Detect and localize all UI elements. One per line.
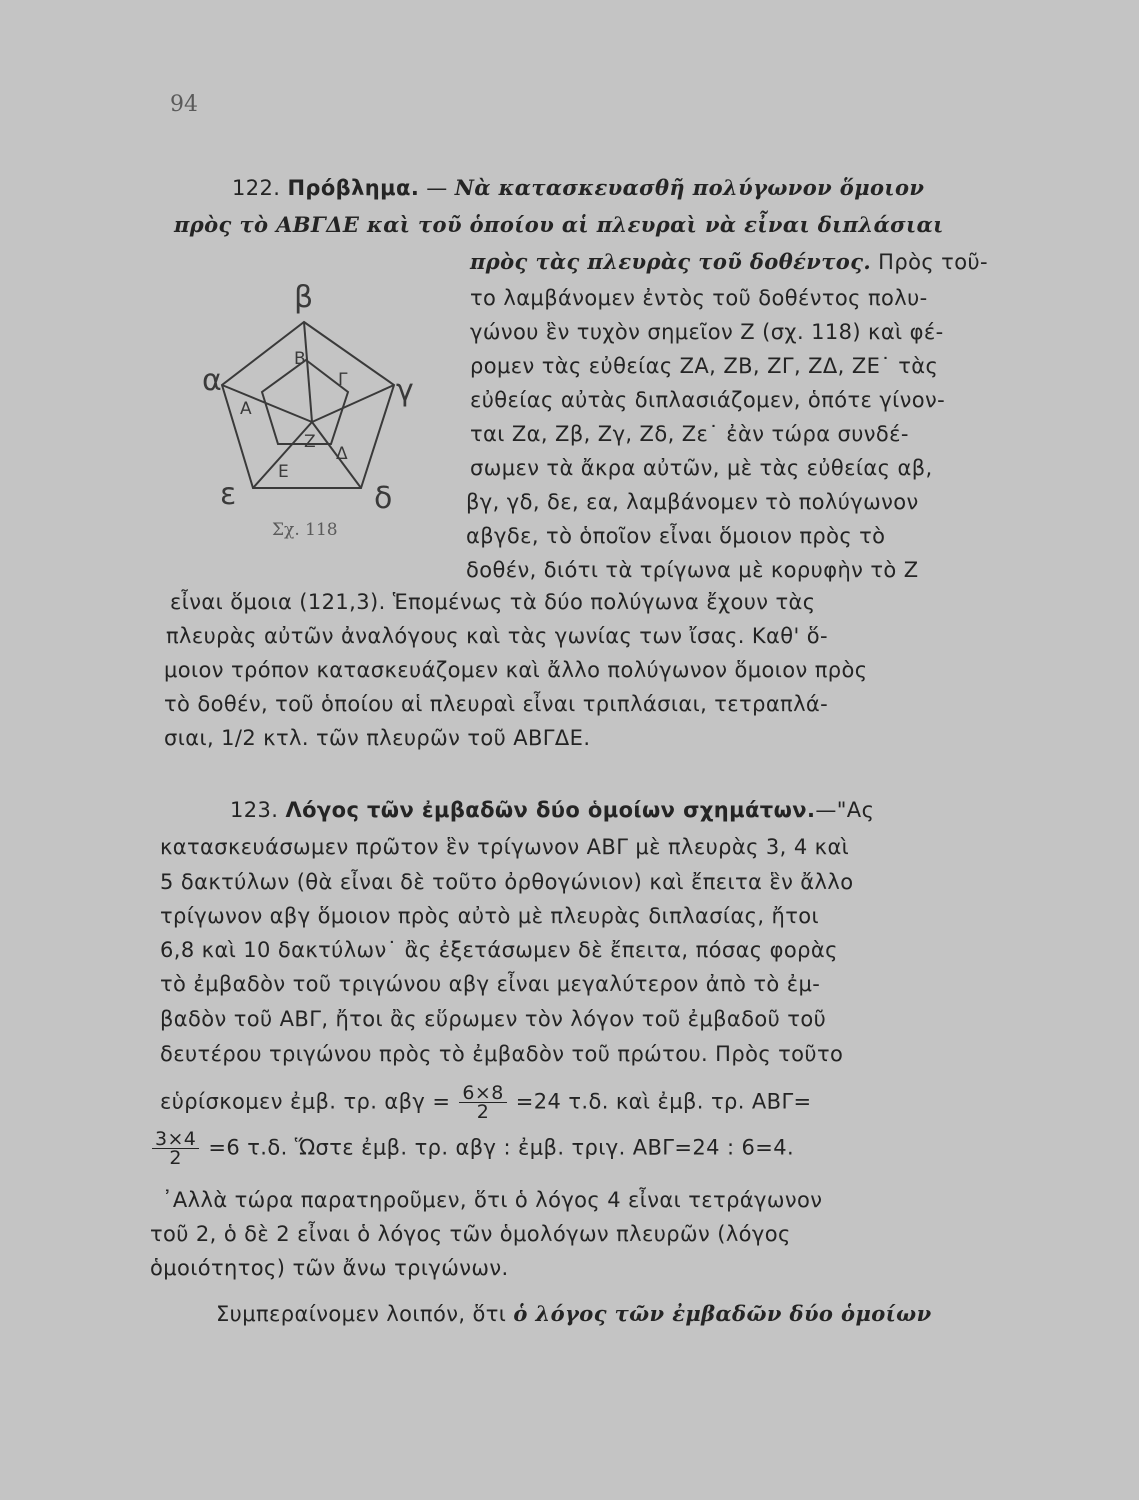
text-span: —"Ας — [815, 798, 875, 822]
text-span: Συμπεραίνομεν λοιπόν, ὅτι — [216, 1302, 514, 1326]
section-title: Λόγος τῶν ἐμβαδῶν δύο ὁμοίων σχημάτων. — [285, 798, 816, 822]
formula-line — [160, 1084, 812, 1121]
section-number: 122. — [232, 176, 288, 200]
text-line: εὐθείας αὐτὰς διπλασιάζομεν, ὁπότε γίνον- — [470, 388, 946, 412]
text-line: βαδὸν τοῦ ΑΒΓ, ἤτοι ἂς εὕρωμεν τὸν λόγον τοῦ ἐμβαδοῦ τοῦ — [160, 1007, 827, 1031]
section-title: Πρόβλημα. — [287, 176, 420, 200]
text-span: =24 τ.δ. καὶ ἐμβ. τρ. ΑΒΓ= — [515, 1089, 812, 1114]
text-span: Πρὸς τοῦ- — [871, 250, 988, 274]
label-inner-a: Α — [240, 399, 252, 419]
label-inner-e: Ε — [278, 462, 289, 482]
text-line: τοῦ 2, ὁ δὲ 2 εἶναι ὁ λόγος τῶν ὁμολόγων πλευρῶν (λόγος — [150, 1222, 791, 1246]
label-outer-d: δ — [374, 481, 393, 516]
section-number: 123. — [230, 798, 286, 822]
ray-g — [312, 385, 394, 422]
figure-118 — [202, 280, 418, 516]
text-line: σωμεν τὰ ἄκρα αὐτῶν, μὲ τὰς εὐθείας αβ, — [470, 456, 933, 480]
label-inner-b: Β — [294, 349, 306, 369]
text-line — [470, 248, 988, 276]
text-line: ᾿Αλλὰ τώρα παρατηροῦμεν, ὅτι ὁ λόγος 4 εἶναι τετράγωνον — [162, 1188, 823, 1212]
label-center-z: Ζ — [304, 432, 316, 452]
dash: — — [419, 176, 455, 200]
text-line: μοιον τρόπον κατασκευάζομεν καὶ ἄλλο πολύγωνον ὅμοιον πρὸς — [164, 658, 868, 682]
label-outer-a: α — [202, 363, 222, 398]
fraction-numerator: 6×8 — [459, 1084, 506, 1103]
text-span: εὑρίσκομεν ἐμβ. τρ. αβγ = — [160, 1089, 451, 1114]
figure-caption: Σχ. 118 — [272, 520, 338, 540]
text-line: το λαμβάνομεν ἐντὸς τοῦ δοθέντος πολυ- — [470, 286, 928, 310]
text-line: ρομεν τὰς εὐθείας ΖΑ, ΖΒ, ΖΓ, ΖΔ, ΖΕ˙ τὰς — [470, 354, 939, 378]
fraction-numerator: 3×4 — [152, 1130, 199, 1149]
text-line: αβγδε, τὸ ὁποῖον εἶναι ὅμοιον πρὸς τὸ — [466, 524, 886, 548]
text-line: γώνου ἓν τυχὸν σημεῖον Ζ (σχ. 118) καὶ φέ- — [470, 320, 944, 344]
fraction-3x4-over-2 — [152, 1130, 199, 1167]
ray-b — [304, 322, 312, 422]
text-line: 5 δακτύλων (θὰ εἶναι δὲ τοῦτο ὀρθογώνιον) καὶ ἔπειτα ἓν ἄλλο — [160, 870, 854, 894]
fraction-denominator: 2 — [476, 1101, 490, 1123]
label-outer-g: γ — [396, 373, 414, 408]
text-line: πρὸς τὸ ΑΒΓΔΕ καὶ τοῦ ὁποίου αἱ πλευραὶ νὰ εἶναι διπλάσιαι — [174, 212, 944, 237]
text-line: δευτέρου τριγώνου πρὸς τὸ ἐμβαδὸν τοῦ πρώτου. Πρὸς τοῦτο — [160, 1042, 844, 1066]
section-123-heading — [230, 796, 874, 824]
label-outer-e: ε — [220, 477, 237, 512]
ray-a — [222, 385, 312, 422]
label-inner-g: Γ — [338, 370, 348, 390]
text-line: ται Ζα, Ζβ, Ζγ, Ζδ, Ζε˙ ἐὰν τώρα συνδέ- — [470, 422, 909, 446]
label-inner-d: Δ — [336, 444, 348, 464]
text-line: βγ, γδ, δε, εα, λαμβάνομεν τὸ πολύγωνον — [466, 490, 919, 514]
emphasized-text: ὁ λόγος τῶν ἐμβαδῶν δύο ὁμοίων — [513, 1301, 932, 1326]
fraction-6x8-over-2 — [459, 1084, 506, 1121]
text-line: κατασκευάσωμεν πρῶτον ἓν τρίγωνον ΑΒΓ μὲ πλευρὰς 3, 4 καὶ — [160, 835, 850, 859]
label-outer-b: β — [294, 280, 314, 315]
fraction-denominator: 2 — [169, 1147, 182, 1169]
text-line: δοθέν, διότι τὰ τρίγωνα μὲ κορυφὴν τὸ Ζ — [466, 558, 919, 582]
text-line: τὸ δοθέν, τοῦ ὁποίου αἱ πλευραὶ εἶναι τριπλάσιαι, τετραπλά- — [164, 692, 829, 716]
text-line: πλευρὰς αὐτῶν ἀναλόγους καὶ τὰς γωνίας των ἴσας. Καθ' ὅ- — [166, 624, 828, 648]
text-line: εἶναι ὅμοια (121,3). Ἑπομένως τὰ δύο πολύγωνα ἔχουν τὰς — [170, 590, 816, 614]
text-span: =6 τ.δ. Ὥστε ἐμβ. τρ. αβγ : ἐμβ. τριγ. ΑΒΓ=24 : 6=4. — [208, 1135, 795, 1160]
formula-line — [150, 1130, 794, 1167]
pentagon-diagram — [202, 280, 418, 516]
problem-122-heading — [232, 174, 924, 202]
text-line: τὸ ἐμβαδὸν τοῦ τριγώνου αβγ εἶναι μεγαλύτερον ἀπὸ τὸ ἐμ- — [160, 972, 821, 996]
text-line: ὁμοιότητος) τῶν ἄνω τριγώνων. — [150, 1256, 509, 1280]
text-line — [216, 1300, 932, 1328]
problem-statement: Νὰ κατασκευασθῆ πολύγωνον ὅμοιον — [454, 175, 925, 200]
text-line: τρίγωνον αβγ ὅμοιον πρὸς αὐτὸ μὲ πλευρὰς διπλασίας, ἤτοι — [160, 904, 820, 928]
text-line: 6,8 καὶ 10 δακτύλων˙ ἂς ἐξετάσωμεν δὲ ἔπειτα, πόσας φορὰς — [160, 938, 838, 962]
page-number: 94 — [170, 92, 198, 117]
problem-statement-end: πρὸς τὰς πλευρὰς τοῦ δοθέντος. — [470, 249, 872, 274]
text-line: σιαι, 1/2 κτλ. τῶν πλευρῶν τοῦ ΑΒΓΔΕ. — [164, 726, 591, 750]
